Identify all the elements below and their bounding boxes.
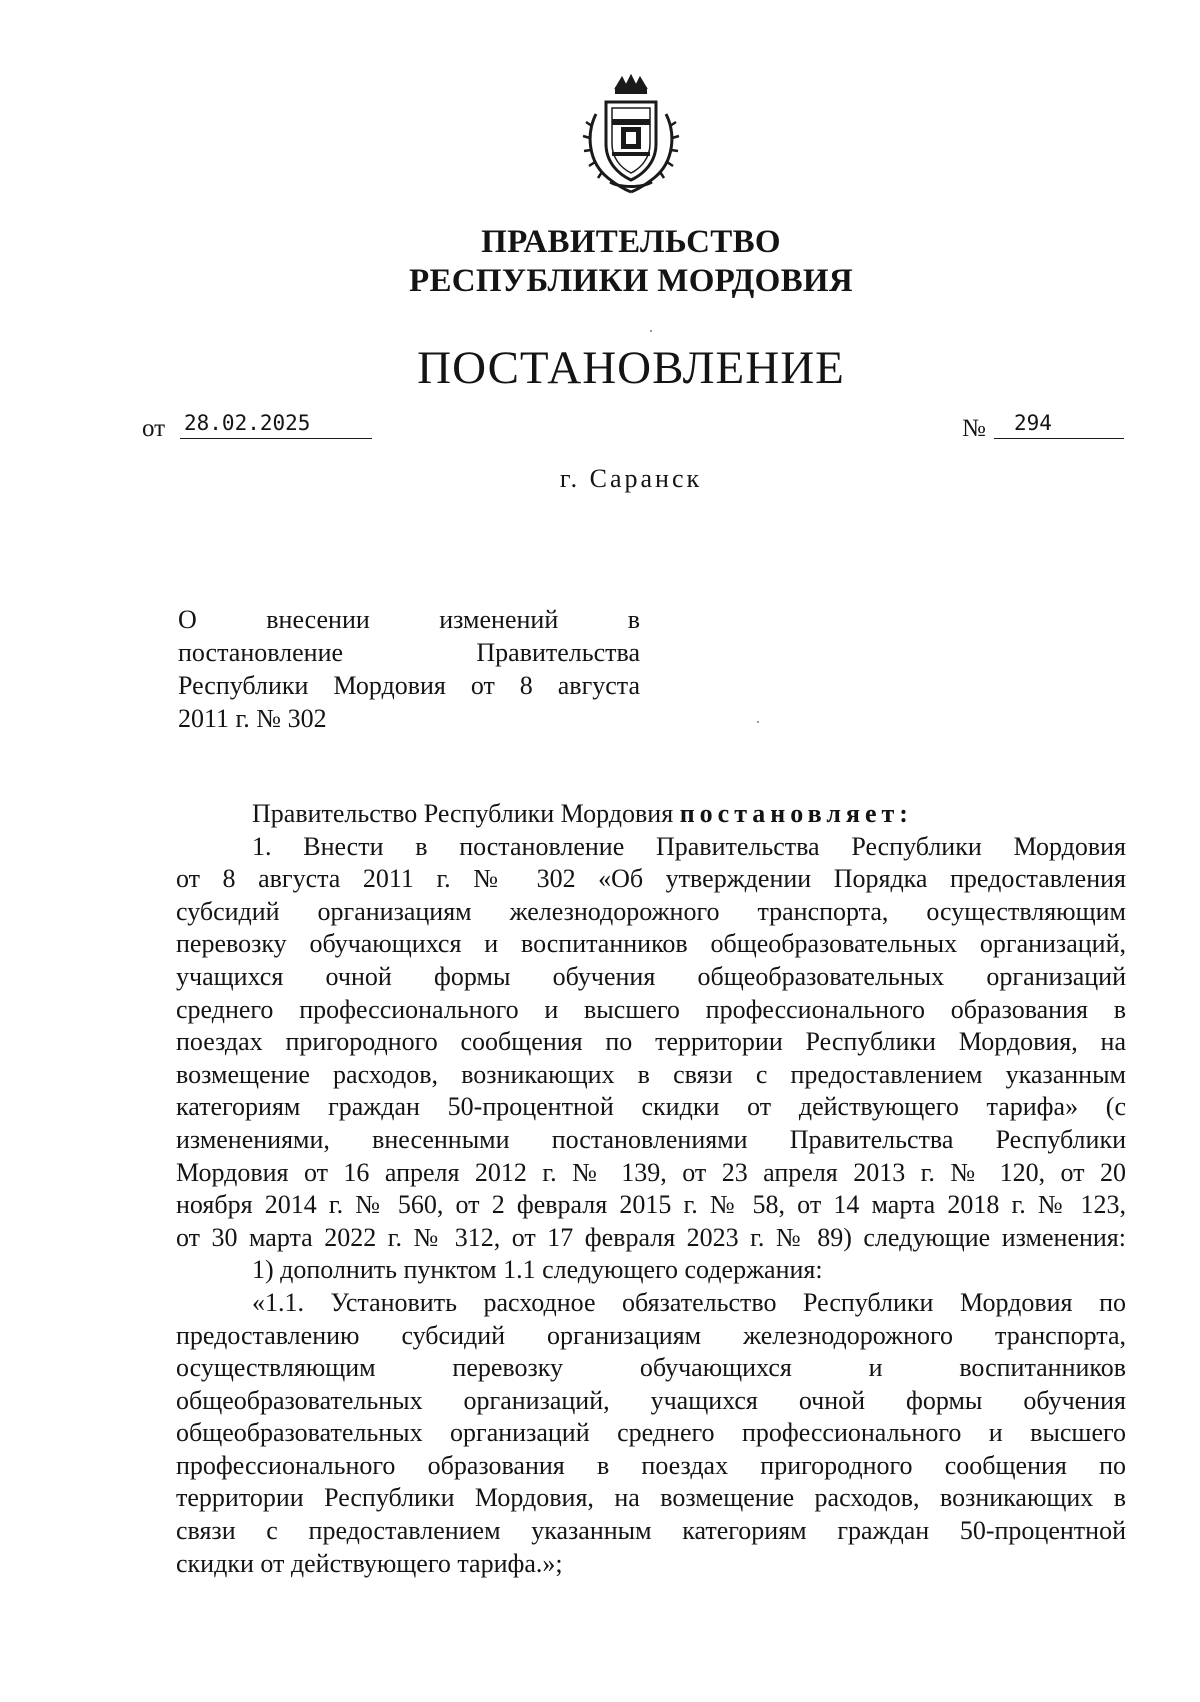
coat-of-arms-icon [578,74,684,198]
body-line: скидки от действующего тарифа.»; [176,1548,563,1578]
subject-line: 2011 г. № 302 [178,704,327,733]
number-prefix: № [962,415,986,442]
body-line: перевозку обучающихся и воспитанников общеобразовательных организаций, [176,929,1126,959]
body-line: общеобразовательных организаций, учащихся очной формы обучения [176,1385,1126,1415]
preamble-prefix: Правительство Республики Мордовия [252,799,680,828]
body-line: осуществляющим перевозку обучающихся и воспитанников [176,1353,1126,1383]
scan-speck [757,721,759,723]
body-line: «1.1. Установить расходное обязательство Республики Мордовия по [252,1287,1126,1317]
date-underline [180,438,372,439]
body-line: Мордовия от 16 апреля 2012 г. № 139, от 23 апреля 2013 г. № 120, от 20 [176,1157,1126,1187]
body-line: субсидий организациям железнодорожного транспорта, осуществляющим [176,896,1126,926]
body-line: ноября 2014 г. № 560, от 2 февраля 2015 г. № 58, от 14 марта 2018 г. № 123, [176,1190,1126,1220]
body-line: поездах пригородного сообщения по территории Республики Мордовия, на [176,1027,1126,1057]
preamble [176,798,1126,831]
body-line: учащихся очной формы обучения общеобразовательных организаций [176,961,1126,991]
body-line: 1. Внести в постановление Правительства Республики Мордовия [252,831,1126,861]
subject-line: постановление Правительства [178,638,640,667]
document-subject [178,603,640,735]
subject-line: Республики Мордовия от 8 августа [178,671,640,700]
body-line: общеобразовательных организаций среднего профессионального и высшего [176,1418,1126,1448]
government-title-line-2: РЕСПУБЛИКИ МОРДОВИЯ [408,263,853,299]
body-line: возмещение расходов, возникающих в связи с предоставлением указанным [176,1059,1126,1089]
body-line: профессионального образования в поездах пригородного сообщения по [176,1450,1126,1480]
body-line: территории Республики Мордовия, на возмещение расходов, возникающих в [176,1483,1126,1513]
body-line: категориям граждан 50-процентной скидки от действующего тарифа» (с [176,1092,1126,1122]
document-number: 294 [1014,411,1052,435]
body-line: изменениями, внесенными постановлениями Правительства Республики [176,1124,1126,1154]
document-date: 28.02.2025 [184,411,311,435]
body-line: среднего профессионального и высшего профессионального образования в [176,994,1126,1024]
government-title-line-1: ПРАВИТЕЛЬСТВО [481,224,781,260]
body-line: от 30 марта 2022 г. № 312, от 17 февраля 2023 г. № 89) следующие изменения: [176,1222,1126,1252]
number-underline [994,438,1124,439]
body-line: предоставлению субсидий организациям железнодорожного транспорта, [176,1320,1126,1350]
city-name: г. Саранск [559,464,703,493]
subject-line: О внесении изменений в [178,605,640,634]
preamble-resolves: постановляет: [679,799,913,828]
document-type-title: ПОСТАНОВЛЕНИЕ [417,342,845,394]
scan-speck [650,330,652,332]
date-prefix: от [142,415,166,442]
body-line: от 8 августа 2011 г. № 302 «Об утверждении Порядка предоставления [176,864,1126,894]
document-body [176,798,1126,1580]
body-line: связи с предоставлением указанным категориям граждан 50-процентной [176,1516,1126,1546]
body-line: 1) дополнить пунктом 1.1 следующего содержания: [252,1255,823,1285]
